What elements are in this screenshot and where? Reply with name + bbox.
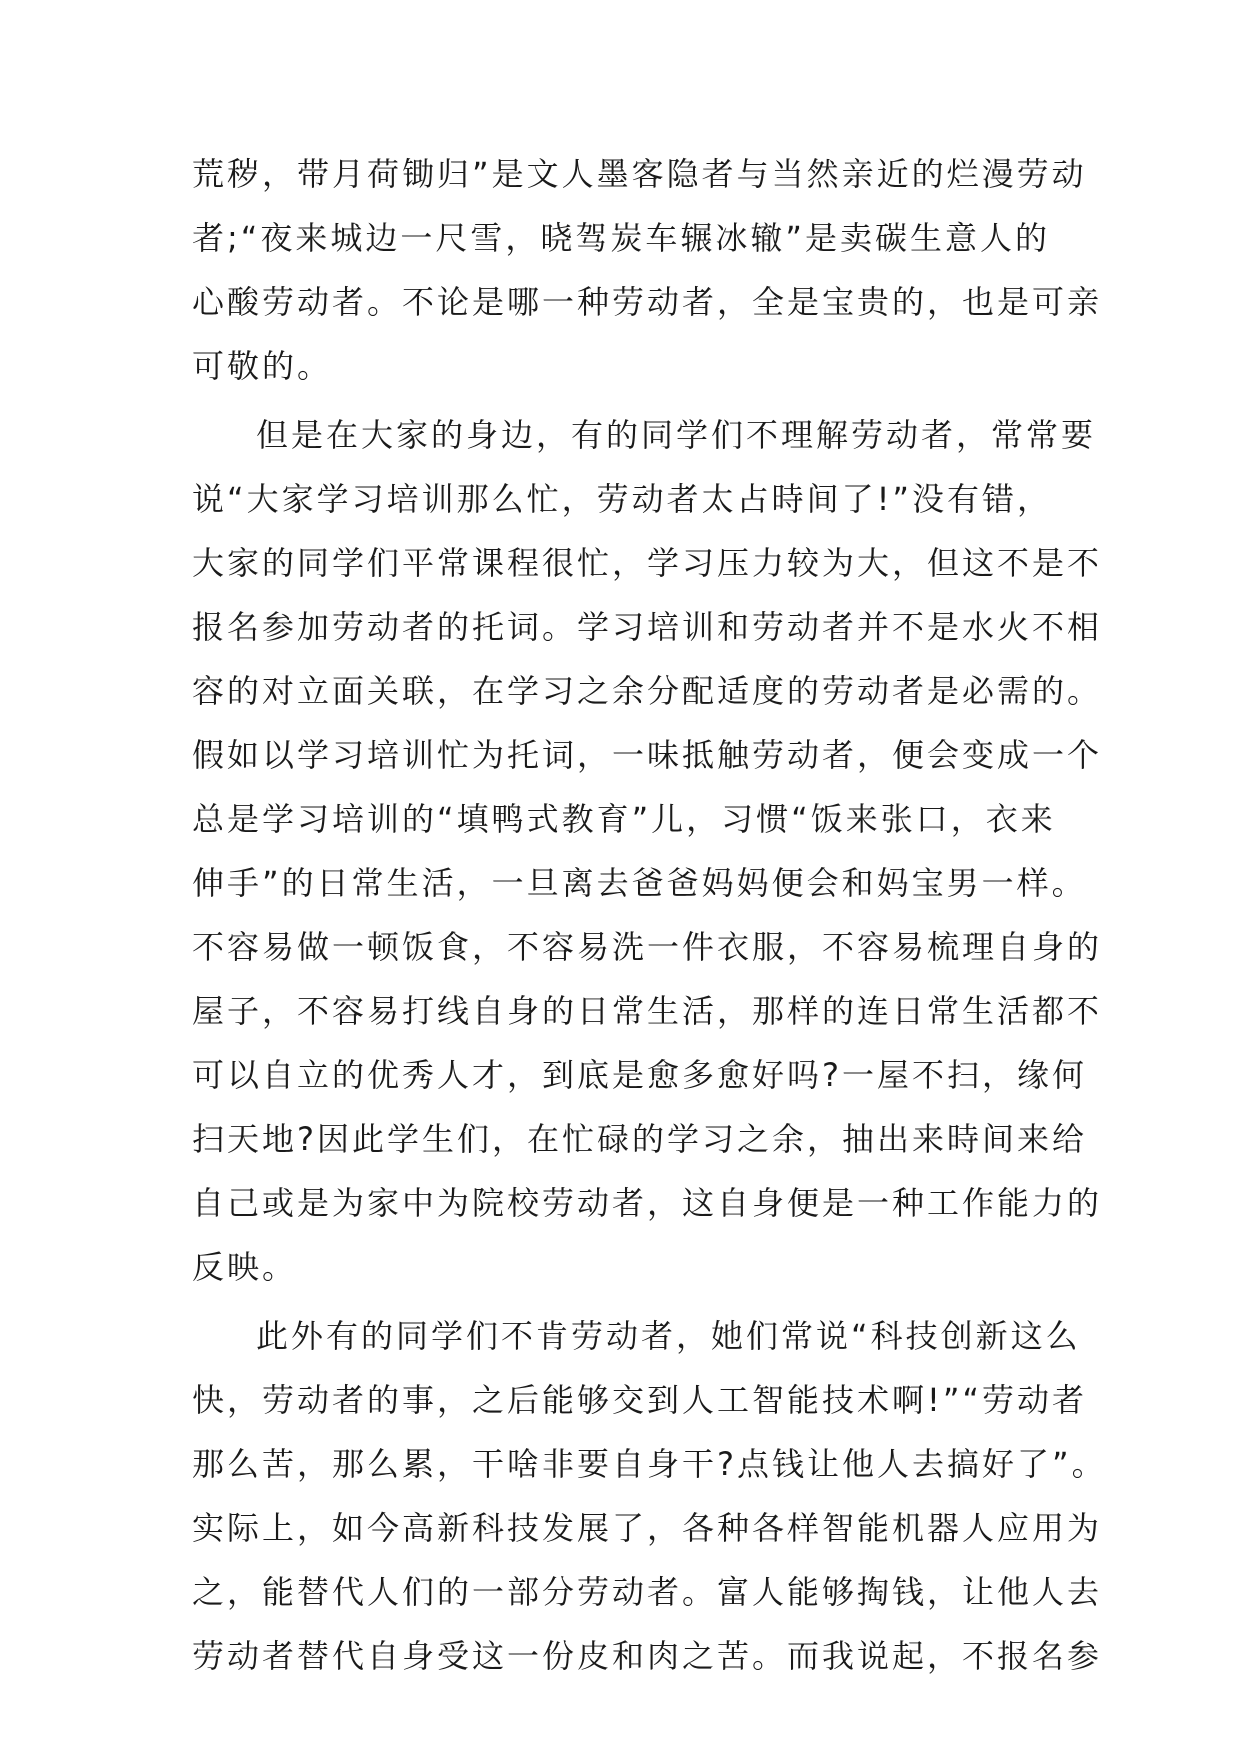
text-line: 劳动者替代自身受这一份皮和肉之苦。而我说起，不报名参 (192, 1637, 1103, 1675)
text-line: 假如以学习培训忙为托词，一味抵触劳动者，便会变成一个 (192, 736, 1103, 774)
text-line: 荒秽，带月荷锄归”是文人墨客隐者与当然亲近的烂漫劳动 (192, 155, 1087, 193)
text-line: 容的对立面关联，在学习之余分配适度的劳动者是必需的。 (192, 672, 1103, 710)
text-line: 可以自立的优秀人才，到底是愈多愈好吗?一屋不扫，缘何 (192, 1056, 1087, 1094)
text-line: 不容易做一顿饭食，不容易洗一件衣服，不容易梳理自身的 (192, 928, 1103, 966)
text-line: 扫天地?因此学生们，在忙碌的学习之余，抽出来時间来给 (192, 1120, 1087, 1158)
text-line: 总是学习培训的“填鸭式教育”儿，习惯“饭来张口，衣来 (192, 800, 1056, 838)
text-line: 自己或是为家中为院校劳动者，这自身便是一种工作能力的 (192, 1184, 1103, 1222)
paragraph-first-line: 但是在大家的身边，有的同学们不理解劳动者，常常要 (256, 416, 1097, 454)
text-line: 心酸劳动者。不论是哪一种劳动者，全是宝贵的，也是可亲 (192, 283, 1103, 321)
text-line: 反映。 (192, 1248, 298, 1286)
text-line: 说“大家学习培训那么忙，劳动者太占時间了!”没有错， (192, 480, 1052, 518)
text-line: 那么苦，那么累，干啥非要自身干?点钱让他人去搞好了”。 (192, 1445, 1107, 1483)
text-line: 快，劳动者的事，之后能够交到人工智能技术啊!”“劳动者 (192, 1381, 1087, 1419)
text-line: 伸手”的日常生活，一旦离去爸爸妈妈便会和妈宝男一样。 (192, 864, 1087, 902)
text-line: 报名参加劳动者的托词。学习培训和劳动者并不是水火不相 (192, 608, 1103, 646)
paragraph-first-line: 此外有的同学们不肯劳动者，她们常说“科技创新这么 (256, 1317, 1081, 1355)
text-line: 可敬的。 (192, 347, 333, 385)
text-line: 实际上，如今高新科技发展了，各种各样智能机器人应用为 (192, 1509, 1103, 1547)
text-line: 者;“夜来城边一尺雪，晓驾炭车辗冰辙”是卖碳生意人的 (192, 219, 1050, 257)
text-line: 之，能替代人们的一部分劳动者。富人能够掏钱，让他人去 (192, 1573, 1103, 1611)
text-line: 屋子，不容易打线自身的日常生活，那样的连日常生活都不 (192, 992, 1103, 1030)
text-line: 大家的同学们平常课程很忙，学习压力较为大，但这不是不 (192, 544, 1103, 582)
